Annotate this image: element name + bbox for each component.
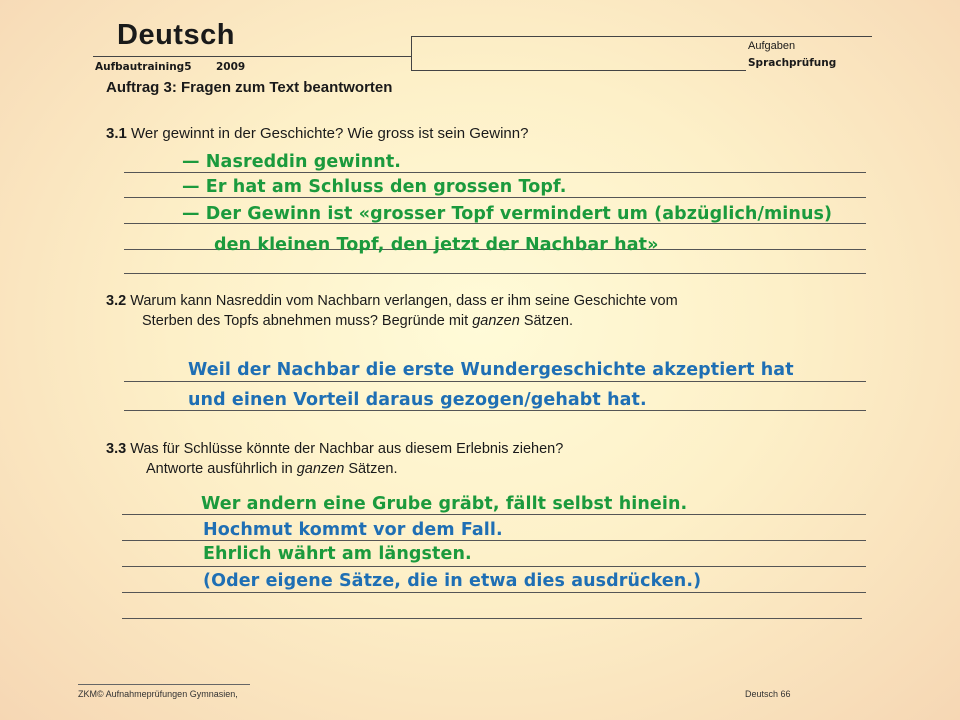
question-3-3 bbox=[106, 440, 563, 479]
footer-left: ZKM© Aufnahmeprüfungen Gymnasien, bbox=[78, 689, 238, 699]
answer-line bbox=[122, 566, 866, 567]
question-3-2 bbox=[106, 292, 678, 331]
header-divider bbox=[411, 36, 412, 71]
header-rule-bottom bbox=[411, 70, 746, 71]
answer-3-1-a: — Nasreddin gewinnt. bbox=[182, 152, 402, 172]
answer-3-2-a: Weil der Nachbar die erste Wundergeschichte akzeptiert hat bbox=[188, 360, 794, 380]
question-text-line2a: Antworte ausführlich in bbox=[146, 461, 297, 477]
answer-line bbox=[122, 540, 866, 541]
question-3-1 bbox=[106, 124, 528, 143]
question-text: Wer gewinnt in der Geschichte? Wie gross ist sein Gewinn? bbox=[126, 125, 529, 142]
answer-3-3-a: Wer andern eine Grube gräbt, fällt selbst hinein. bbox=[201, 494, 688, 514]
question-text-emphasis: ganzen bbox=[472, 313, 520, 329]
answer-line bbox=[124, 197, 866, 198]
answer-3-3-c: Ehrlich währt am längsten. bbox=[203, 544, 472, 564]
question-text-line2b: Sätzen. bbox=[519, 313, 573, 329]
answer-3-1-d: den kleinen Topf, den jetzt der Nachbar hat» bbox=[214, 235, 659, 255]
answer-line bbox=[122, 592, 866, 593]
question-number: 3.2 bbox=[106, 293, 127, 309]
answer-3-3-b: Hochmut kommt vor dem Fall. bbox=[203, 520, 503, 540]
question-text-line2a: Sterben des Topfs abnehmen muss? Begründe mit bbox=[142, 313, 473, 329]
question-text-line1: Warum kann Nasreddin vom Nachbarn verlangen, dass er ihm seine Geschichte vom bbox=[126, 293, 678, 309]
header-rule-right bbox=[411, 36, 872, 37]
question-number: 3.1 bbox=[106, 125, 127, 142]
header-subtitle: Aufbautraining5 bbox=[95, 61, 192, 73]
question-text-emphasis: ganzen bbox=[296, 461, 345, 477]
answer-line bbox=[124, 172, 866, 173]
answer-line bbox=[124, 381, 866, 382]
question-number: 3.3 bbox=[106, 441, 127, 457]
header-rule-left bbox=[93, 56, 411, 57]
header-year: 2009 bbox=[216, 61, 246, 73]
header-aufgaben: Aufgaben bbox=[748, 40, 796, 52]
answer-line bbox=[124, 410, 866, 411]
question-text-line2b: Sätzen. bbox=[344, 461, 398, 477]
answer-3-1-c: — Der Gewinn ist «grosser Topf vermindert um (abzüglich/minus) bbox=[182, 204, 833, 224]
answer-3-3-d: (Oder eigene Sätze, die in etwa dies ausdrücken.) bbox=[203, 571, 702, 591]
page-title: Deutsch bbox=[117, 19, 235, 51]
footer-right: Deutsch 66 bbox=[745, 689, 791, 699]
question-text-line1: Was für Schlüsse könnte der Nachbar aus diesem Erlebnis ziehen? bbox=[126, 441, 564, 457]
answer-line bbox=[124, 273, 866, 274]
answer-3-2-b: und einen Vorteil daraus gezogen/gehabt hat. bbox=[188, 390, 647, 410]
footer-rule bbox=[78, 684, 250, 685]
answer-3-1-b: — Er hat am Schluss den grossen Topf. bbox=[182, 177, 567, 197]
answer-line bbox=[122, 618, 862, 619]
answer-line bbox=[122, 514, 866, 515]
task-title: Auftrag 3: Fragen zum Text beantworten bbox=[106, 79, 393, 96]
header-sprachpruefung: Sprachprüfung bbox=[748, 57, 837, 69]
